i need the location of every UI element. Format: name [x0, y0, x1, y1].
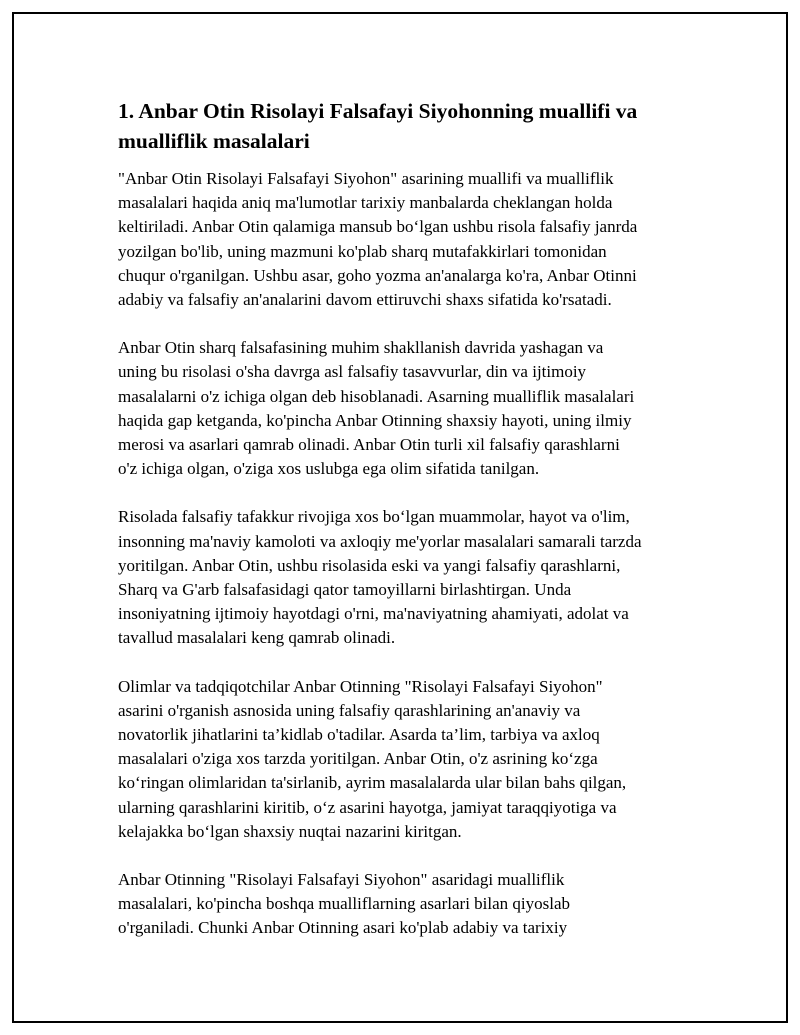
text-line: kelajakka bo‘lgan shaxsiy nuqtai nazarini kiritgan. — [118, 821, 462, 841]
text-line: Anbar Otinning "Risolayi Falsafayi Siyohon" asaridagi mualliflik — [118, 870, 565, 890]
text-line: Anbar Otin sharq falsafasining muhim shakllanish davrida yashagan va — [118, 338, 604, 358]
text-line: insoniyatning ijtimoiy hayotdagi o'rni, ma'naviyatning ahamiyati, adolat va — [118, 604, 629, 624]
heading-line: 1. Anbar Otin Risolayi Falsafayi Siyohonning muallifi va — [118, 99, 638, 123]
paragraph-1 — [118, 167, 678, 312]
text-line: ko‘ringan olimlaridan ta'sirlanib, ayrim masalalarda ular bilan bahs qilgan, — [118, 773, 627, 793]
text-line: keltiriladi. Anbar Otin qalamiga mansub bo‘lgan ushbu risola falsafiy janrda — [118, 217, 638, 237]
text-line: Risolada falsafiy tafakkur rivojiga xos bo‘lgan muammolar, hayot va o'lim, — [118, 507, 630, 527]
text-line: chuqur o'rganilgan. Ushbu asar, goho yozma an'analarga ko'ra, Anbar Otinni — [118, 265, 637, 285]
page-frame — [12, 12, 788, 1023]
text-line: masalalari o'ziga xos tarzda yoritilgan. Anbar Otin, o'z asrining ko‘zga — [118, 749, 598, 769]
heading-line: mualliflik masalalari — [118, 129, 310, 153]
text-line: masalalari haqida aniq ma'lumotlar tarixiy manbalarda cheklangan holda — [118, 193, 613, 213]
document-body — [118, 96, 678, 965]
text-line: o'z ichiga olgan, o'ziga xos uslubga ega olim sifatida tanilgan. — [118, 459, 540, 479]
text-line: "Anbar Otin Risolayi Falsafayi Siyohon" asarining muallifi va mualliflik — [118, 169, 614, 188]
paragraph-4 — [118, 675, 678, 844]
text-line: adabiy va falsafiy an'analarini davom ettiruvchi shaxs sifatida ko'rsatadi. — [118, 290, 612, 310]
text-line: masalalari, ko'pincha boshqa mualliflarning asarlari bilan qiyoslab — [118, 894, 571, 914]
paragraph-5 — [118, 868, 678, 941]
text-line: merosi va asarlari qamrab olinadi. Anbar Otin turli xil falsafiy qarashlarni — [118, 435, 620, 455]
text-line: novatorlik jihatlarini ta’kidlab o'tadilar. Asarda ta’lim, tarbiya va axloq — [118, 725, 600, 745]
text-line: o'rganiladi. Chunki Anbar Otinning asari ko'plab adabiy va tarixiy — [118, 918, 568, 938]
paragraph-2 — [118, 336, 678, 481]
text-line: Sharq va G'arb falsafasidagi qator tamoyillarni birlashtirgan. Unda — [118, 580, 572, 600]
text-line: uning bu risolasi o'sha davrga asl falsafiy tasavvurlar, din va ijtimoiy — [118, 362, 587, 382]
text-line: insonning ma'naviy kamoloti va axloqiy me'yorlar masalalari samarali tarzda — [118, 531, 642, 551]
text-line: yoritilgan. Anbar Otin, ushbu risolasida eski va yangi falsafiy qarashlarni, — [118, 555, 621, 575]
text-line: asarini o'rganish asnosida uning falsafiy qarashlarining an'anaviy va — [118, 700, 581, 720]
text-line: Olimlar va tadqiqotchilar Anbar Otinning "Risolayi Falsafayi Siyohon" — [118, 676, 603, 696]
text-line: ularning qarashlarini kiritib, o‘z asarini hayotga, jamiyat taraqqiyotiga va — [118, 797, 617, 817]
paragraph-3 — [118, 505, 678, 650]
text-line: yozilgan bo'lib, uning mazmuni ko'plab sharq mutafakkirlari tomonidan — [118, 241, 607, 261]
text-line: masalalarni o'z ichiga olgan deb hisoblanadi. Asarning mualliflik masalalari — [118, 386, 635, 406]
text-line: haqida gap ketganda, ko'pincha Anbar Otinning shaxsiy hayoti, uning ilmiy — [118, 410, 632, 430]
text-line: tavallud masalalari keng qamrab olinadi. — [118, 628, 396, 648]
section-heading — [118, 96, 678, 156]
